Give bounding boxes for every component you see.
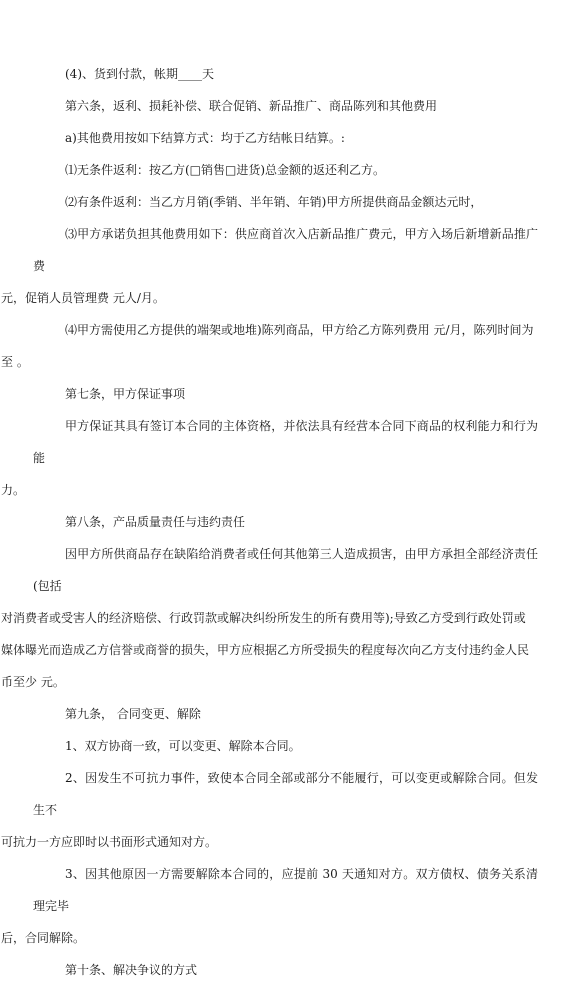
- text-line: ⑷甲方需使用乙方提供的端架或地堆)陈列商品，甲方给乙方陈列费用 元/月，陈列时间为: [65, 323, 534, 337]
- text-line: 第六条，返利、损耗补偿、联合促销、新品推广、商品陈列和其他费用: [65, 99, 438, 113]
- text-line: 1、双方协商一致，可以变更、解除本合同。: [65, 739, 301, 753]
- paragraph-p5: [33, 186, 538, 218]
- paragraph-p11: [1, 538, 538, 698]
- paragraph-p1: [33, 58, 538, 90]
- paragraph-p3: [33, 122, 538, 154]
- text-line: 力。: [1, 483, 26, 497]
- text-line: 第九条， 合同变更、解除: [65, 707, 201, 721]
- text-line: 第七条，甲方保证事项: [65, 387, 186, 401]
- text-line: ⑵有条件返利：当乙方月销(季销、半年销、年销)甲方所提供商品金额达元时，: [65, 195, 483, 209]
- paragraph-p7: [1, 314, 538, 378]
- text-line: 后，合同解除。: [1, 931, 86, 945]
- document-body: [1, 58, 538, 986]
- text-line: 第八条，产品质量责任与违约责任: [65, 515, 246, 529]
- text-line: 可抗力一方应即时以书面形式通知对方。: [1, 835, 218, 849]
- text-line: 甲方保证其具有签订本合同的主体资格，并依法具有经营本合同下商品的权利能力和行为能: [33, 419, 538, 465]
- paragraph-p4: [33, 154, 538, 186]
- text-line: 2、因发生不可抗力事件，致使本合同全部或部分不能履行，可以变更或解除合同。但发生不: [33, 771, 538, 817]
- text-line: ⑶甲方承诺负担其他费用如下：供应商首次入店新品推广费元，甲方入场后新增新品推广费: [33, 227, 538, 273]
- text-line: 因甲方所供商品存在缺陷给消费者或任何其他第三人造成损害，由甲方承担全部经济责任(包括: [33, 547, 538, 593]
- text-line: 媒体曝光而造成乙方信誉或商誉的损失，甲方应根据乙方所受损失的程度每次向乙方支付违约金人民: [1, 643, 530, 657]
- text-line: 第十条、解决争议的方式: [65, 963, 198, 977]
- paragraph-p12: [33, 698, 538, 730]
- paragraph-p8: [33, 378, 538, 410]
- paragraph-p16: [33, 954, 538, 986]
- text-line: 3、因其他原因一方需要解除本合同的，应提前 30 天通知对方。双方债权、债务关系清理完毕: [33, 867, 538, 913]
- paragraph-p10: [33, 506, 538, 538]
- paragraph-p6: [1, 218, 538, 314]
- paragraph-p15: [1, 858, 538, 954]
- text-line: 至 。: [1, 355, 29, 369]
- paragraph-p2: [33, 90, 538, 122]
- text-line: (4)、货到付款，帐期____天: [65, 67, 214, 81]
- text-line: a)其他费用按如下结算方式：均于乙方结帐日结算。:: [65, 131, 345, 145]
- paragraph-p9: [1, 410, 538, 506]
- paragraph-p13: [33, 730, 538, 762]
- text-line: 元，促销人员管理费 元人/月。: [1, 291, 165, 305]
- text-line: 对消费者或受害人的经济赔偿、行政罚款或解决纠纷所发生的所有费用等);导致乙方受到行政处罚或: [1, 611, 526, 625]
- paragraph-p14: [1, 762, 538, 858]
- text-line: 币至少 元。: [1, 675, 65, 689]
- text-line: ⑴无条件返利：按乙方(□销售□进货)总金额的返还利乙方。: [65, 163, 386, 177]
